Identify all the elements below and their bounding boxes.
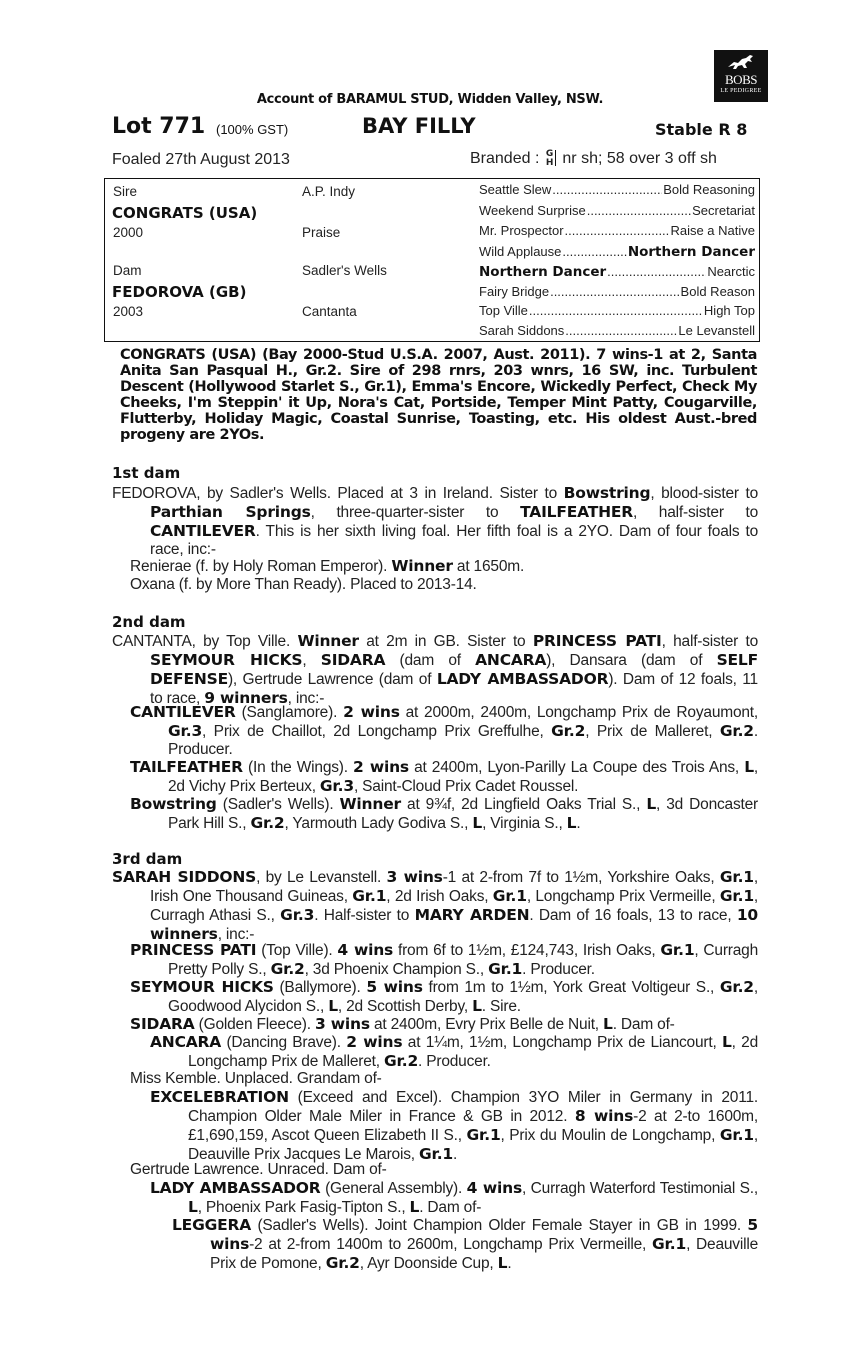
bold-text: 2 wins [343,703,400,721]
sire-sire: A.P. Indy [302,184,356,199]
dot-leader [565,223,670,238]
para-bowstring: Bowstring (Sadler's Wells). Winner at 9¾f, 2d Lingfield Oaks Trial S., L, 3d Doncaster Park Hill S., Gr.2, Yarmouth Lady Godiva S., L, Virginia S., L. [130,795,758,832]
ancestor-sire-name: Bold Reason [680,284,755,299]
bold-text: 8 wins [574,1107,634,1125]
para-princess-pati: PRINCESS PATI (Top Ville). 4 wins from 6f to 1½m, £124,743, Irish Oaks, Gr.1, Curragh Pretty Polly S., Gr.2, 3d Phoenix Champion S., Gr.1. Producer. [130,941,759,978]
pedigree-gen3-row [479,284,755,299]
bold-text: LADY AMBASSADOR [150,1179,321,1197]
bold-text: PRINCESS PATI [532,632,662,650]
section-1st-dam: 1st dam [112,464,181,482]
bold-text: Gr.2 [551,722,586,740]
para-cantilever: CANTILEVER (Sanglamore). 2 wins at 2000m, 2400m, Longchamp Prix de Royaumont, Gr.3, Prix de Chaillot, 2d Longchamp Prix Greffulhe, Gr.2, Prix de Malleret, Gr.2. Producer. [130,703,759,758]
bold-text: SELF DEFENSE [150,651,758,688]
bold-text: ANCARA [150,1033,222,1051]
bold-text: Gr.2 [325,1254,360,1272]
bold-text: L [603,1015,613,1033]
section-2nd-dam: 2nd dam [112,613,186,631]
bold-text: Gr.2 [250,814,285,832]
bold-text: 9 winners [204,689,288,707]
sire-dam: Praise [302,225,341,240]
bold-text: L [188,1198,198,1216]
pedigree-gen3-row [479,223,755,238]
bold-text: CANTILEVER [150,522,256,540]
bold-text: Gr.1 [418,1145,453,1163]
bold-text: Gr.1 [660,941,695,959]
bold-text: L [472,814,483,832]
sire-year: 2000 [113,225,144,240]
brand-label: Branded : [470,150,540,167]
bold-text: CANTILEVER [130,703,236,721]
ancestor-name: Weekend Surprise [479,203,586,218]
bold-text: 3 wins [386,868,443,886]
bold-text: Bowstring [130,795,217,813]
bold-text: Gr.2 [270,960,305,978]
bold-text: L [328,997,338,1015]
dam-dam: Cantanta [302,304,357,319]
bold-text: L [497,1254,508,1272]
bold-text: L [472,997,482,1015]
bold-text: L [566,814,577,832]
para-renierae: Renierae (f. by Holy Roman Emperor). Winner at 1650m. [130,557,525,575]
ancestor-sire-name: Bold Reasoning [663,182,755,197]
lot-number: Lot 771 [112,114,206,139]
sire-summary: CONGRATS (USA) (Bay 2000-Stud U.S.A. 2007, Aust. 2011). 7 wins-1 at 2, Santa Anita San Pasqual H., Gr.2. Sire of 298 rnrs, 203 wnrs, 16 SW, inc. Turbulent Descent (Hollywood Starlet S., Gr.1), Emma's Encore, Wickedly Perfect, Check My Cheeks, I'm Steppin' it Up, Nora's Cat, Portside, Temper Mint Patty, Cougarville, Flutterby, Holiday Magic, Coastal Sunrise, Toasting, etc. His oldest Aust.-bred progeny are 2YOs. [120,347,757,443]
para-sidara: SIDARA (Golden Fleece). 3 wins at 2400m, Evry Prix Belle de Nuit, L. Dam of- [130,1015,675,1033]
dot-leader [587,203,691,218]
pedigree-gen3-row [479,203,755,218]
bold-text: PRINCESS PATI [130,941,257,959]
ancestor-name: Seattle Slew [479,182,552,197]
dam-year: 2003 [113,304,144,319]
logo-title: BOBS [725,72,757,87]
ancestor-name: Wild Applause [479,244,562,259]
ancestor-name: Northern Dancer [479,264,607,280]
ancestor-sire-name: Nearctic [707,264,755,279]
horse-description: BAY FILLY [362,114,476,138]
brand-info [470,150,717,168]
bold-text: Gr.2 [384,1052,419,1070]
ancestor-name: Top Ville [479,303,528,318]
bold-text: 5 wins [210,1216,758,1253]
bold-text: L [744,758,754,776]
ancestor-sire-name: Secretariat [692,203,755,218]
ancestor-sire-name: Raise a Native [670,223,755,238]
horse-icon [726,53,756,71]
bold-text: SARAH SIDDONS [112,868,257,886]
bold-text: SEYMOUR HICKS [150,651,303,669]
bold-text: LEGGERA [172,1216,252,1234]
ancestor-name: Fairy Bridge [479,284,550,299]
pedigree-gen3-row [479,244,755,260]
bold-text: MARY ARDEN [414,906,530,924]
bold-text: Gr.3 [168,722,203,740]
bold-text: 4 wins [337,941,394,959]
bold-text: Winner [297,632,359,650]
bold-text: Gr.1 [719,887,754,905]
bold-text: 5 wins [366,978,423,996]
para-excelebration: EXCELEBRATION (Exceed and Excel). Champion 3YO Miler in Germany in 2011. Champion Older Male Miler in France & GB in 2012. 8 wins-2 at 2-to 1600m, £1,690,159, Ascot Queen Elizabeth II S., Gr.1, Prix du Moulin de Longchamp, Gr.1, Deauville Prix Jacques Le Marois, Gr.1. [150,1088,759,1163]
bold-text: 10 winners [150,906,758,943]
para-oxana: Oxana (f. by More Than Ready). Placed to 2013-14. [130,576,477,593]
bold-text: 3 wins [314,1015,370,1033]
bold-text: Gr.3 [319,777,354,795]
para-tailfeather: TAILFEATHER (In the Wings). 2 wins at 2400m, Lyon-Parilly La Coupe des Trois Ans, L, 2d Vichy Prix Berteux, Gr.3, Saint-Cloud Prix Cadet Roussel. [130,758,758,795]
ancestor-name: Sarah Siddons [479,323,565,338]
bold-text: Gr.2 [719,978,754,996]
ancestor-sire-name: Le Levanstell [678,323,755,338]
bold-text: SEYMOUR HICKS [130,978,274,996]
para-gertrude-lawrence: Gertrude Lawrence. Unraced. Dam of- [130,1161,387,1178]
bold-text: L [721,1033,732,1051]
bold-text: Gr.1 [652,1235,687,1253]
dot-leader [552,182,662,197]
bold-text: Gr.2 [719,722,754,740]
dot-leader [529,303,703,318]
bold-text: Gr.1 [352,887,387,905]
vendor-account: Account of BARAMUL STUD, Widden Valley, NSW. [256,92,604,107]
dam-sire: Sadler's Wells [302,263,387,278]
pedigree-gen3-row [479,182,755,197]
ancestor-sire-name: Northern Dancer [627,244,755,260]
bold-text: Gr.1 [488,960,523,978]
ancestor-name: Mr. Prospector [479,223,564,238]
gst-note: (100% GST) [216,122,289,137]
para-ancara: ANCARA (Dancing Brave). 2 wins at 1¼m, 1½m, Longchamp Prix de Liancourt, L, 2d Longchamp Prix de Malleret, Gr.2. Producer. [150,1033,758,1070]
bold-text: Bowstring [563,484,651,502]
dot-leader [565,323,677,338]
sire-label: Sire [113,184,138,199]
section-3rd-dam: 3rd dam [112,850,183,868]
bold-text: Gr.1 [492,887,527,905]
logo-subtitle: LE PEDIGREE [720,88,762,94]
bold-text: 2 wins [346,1033,403,1051]
bold-text: TAILFEATHER [520,503,633,521]
dot-leader [550,284,679,299]
para-cantanta: CANTANTA, by Top Ville. Winner at 2m in GB. Sister to PRINCESS PATI, half-sister to SEYMOUR HICKS, SIDARA (dam of ANCARA), Dansara (dam of SELF DEFENSE), Gertrude Lawrence (dam of LADY AMBASSADOR). Dam of 12 foals, 11 to race, 9 winners, inc:- [112,632,758,707]
para-lady-ambassador: LADY AMBASSADOR (General Assembly). 4 wins, Curragh Waterford Testimonial S., L, Phoenix Park Fasig-Tipton S., L. Dam of- [150,1179,758,1216]
bold-text: LADY AMBASSADOR [436,670,609,688]
para-leggera: LEGGERA (Sadler's Wells). Joint Champion Older Female Stayer in GB in 1999. 5 wins-2 at 2-from 1400m to 2600m, Longchamp Prix Vermeille, Gr.1, Deauville Prix de Pomone, Gr.2, Ayr Doonside Cup, L. [172,1216,758,1272]
pedigree-gen3-row [479,303,755,318]
bold-text: EXCELEBRATION [150,1088,289,1106]
brand-mark: G H [545,149,554,168]
foaled-date: Foaled 27th August 2013 [112,151,290,168]
brand-text: nr sh; 58 over 3 off sh [562,150,717,167]
bold-text: Parthian Springs [150,503,311,521]
brand-bar [555,150,556,166]
bold-text: Gr.1 [719,868,754,886]
bold-text: L [646,795,657,813]
sire-name: CONGRATS (USA) [112,204,258,222]
bold-text: Gr.1 [466,1126,501,1144]
bold-text: 2 wins [353,758,409,776]
dot-leader [562,244,626,260]
bold-text: SIDARA [320,651,386,669]
bold-text: 4 wins [466,1179,522,1197]
bold-text: Winner [339,795,401,813]
bold-text: Winner [391,557,453,575]
ancestor-sire-name: High Top [703,303,755,318]
bold-text: Gr.3 [280,906,315,924]
bold-text: Gr.1 [719,1126,754,1144]
pedigree-gen3-row [479,264,755,280]
stable-number: Stable R 8 [655,120,748,139]
dot-leader [607,264,706,280]
bold-text: SIDARA [130,1015,195,1033]
bold-text: L [409,1198,420,1216]
bold-text: ANCARA [475,651,547,669]
para-sarah-siddons: SARAH SIDDONS, by Le Levanstell. 3 wins-1 at 2-from 7f to 1½m, Yorkshire Oaks, Gr.1, Irish One Thousand Guineas, Gr.1, 2d Irish Oaks, Gr.1, Longchamp Prix Vermeille, Gr.1, Curragh Athasi S., Gr.3. Half-sister to MARY ARDEN. Dam of 16 foals, 13 to race, 10 winners, inc:- [112,868,759,943]
pedigree-gen3-row [479,323,755,338]
bold-text: TAILFEATHER [130,758,243,776]
dam-name: FEDOROVA (GB) [112,283,247,301]
dam-label: Dam [113,263,142,278]
para-fedorova: FEDOROVA, by Sadler's Wells. Placed at 3 in Ireland. Sister to Bowstring, blood-sister to Parthian Springs, three-quarter-sister to TAILFEATHER, half-sister to CANTILEVER. This is her sixth living foal. Her fifth foal is a 2YO. Dam of four foals to race, inc:- [112,484,758,558]
para-seymour-hicks: SEYMOUR HICKS (Ballymore). 5 wins from 1m to 1½m, York Great Voltigeur S., Gr.2, Goodwood Alycidon S., L, 2d Scottish Derby, L. Sire. [130,978,758,1015]
para-miss-kemble: Miss Kemble. Unplaced. Grandam of- [130,1070,382,1087]
